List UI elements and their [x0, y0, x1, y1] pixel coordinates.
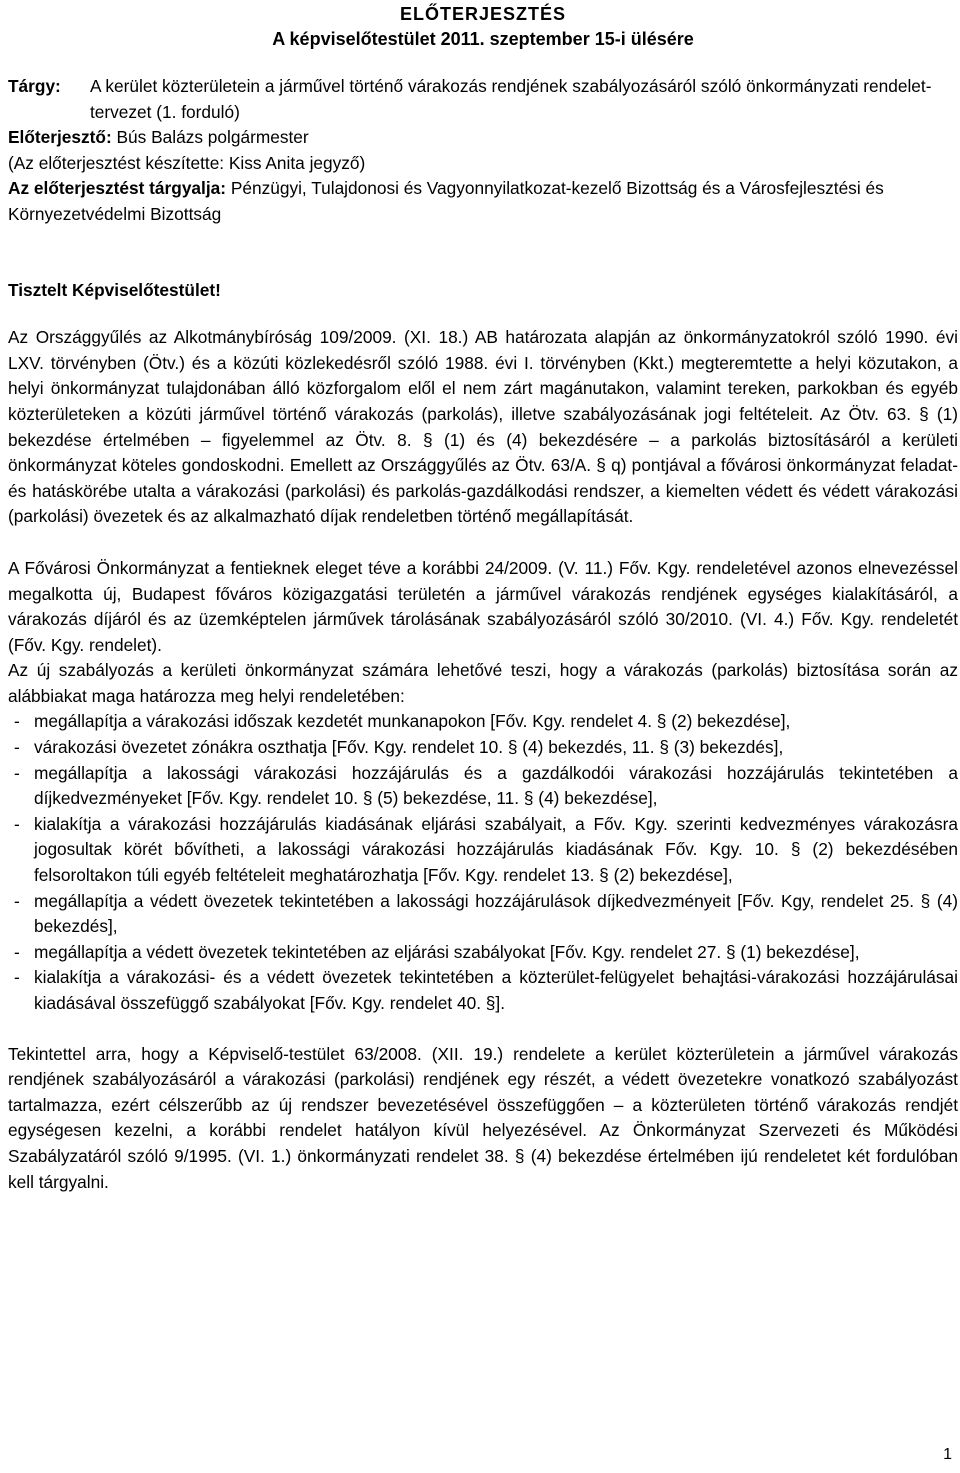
discussed-by-label: Az előterjesztést tárgyalja: — [8, 178, 227, 199]
paragraph-3: Az új szabályozás a kerületi önkormányzat számára lehetővé teszi, hogy a várakozás (parkolás) biztosítása során az alábbiakat maga határozza meg helyi rendeletében: — [8, 660, 958, 706]
meeting-subtitle: A képviselőtestület 2011. szeptember 15-i ülésére — [272, 29, 694, 49]
provision-list — [8, 709, 958, 1016]
subject-row — [8, 74, 958, 125]
list-item: - megállapítja a lakossági várakozási hozzájárulás és a gazdálkodói várakozási hozzájárulás tekintetében a díjkedvezményeket [Főv. Kgy. rendelet 10. § (5) bekezdése, 11. § (4) bekezdése], — [8, 761, 958, 812]
greeting: Tisztelt Képviselőtestület! — [8, 279, 221, 300]
discussed-by-value: Pénzügyi, Tulajdonosi és Vagyonnyilatkozat-kezelő Bizottság és a Városfejlesztési és Környezetvédelmi Bizottság — [8, 178, 884, 224]
paragraph-2: A Fővárosi Önkormányzat a fentieknek eleget téve a korábbi 24/2009. (V. 11.) Főv. Kgy. rendeletével azonos elnevezéssel megalkotta új, Budapest főváros közigazgatási területén a járművel várakozás rendjének egységes kialakításáról, a várakozás díjáról és az üzemképtelen járművek tárolásának szabályozásáról szóló 30/2010. (VI. 4.) Főv. Kgy. rendeletét (Főv. Kgy. rendelet). — [8, 557, 958, 655]
document-title: ELŐTERJESZTÉS — [399, 4, 567, 24]
document-page — [8, 0, 958, 1195]
list-item: - megállapítja a védett övezetek tekintetében az eljárási szabályokat [Főv. Kgy. rendelet 27. § (1) bekezdése], — [8, 940, 958, 966]
paragraph-4: Tekintettel arra, hogy a Képviselő-testület 63/2008. (XII. 19.) rendelete a kerület közterületein a járművel várakozás rendjének szabályozásáról a várakozási (parkolási) rendjének egy részét, a védett övezetekre vonatkozó szabályozást tartalmazza, ezért célszerűbb az új rendszer bevezetésével összefüggően – a közterületen történő várakozás rendjét egységesen kezelni, a korábbi rendelet hatályon kívül helyezésével. Az Önkormányzat Szervezeti és Működési Szabályzatáról szóló 9/1995. (VI. 1.) önkormányzati rendelet 38. § (4) bekezdése értelmében ijú rendeletet két fordulóban kell tárgyalni. — [8, 1043, 958, 1192]
document-header — [8, 0, 958, 50]
presenter-value: Bús Balázs polgármester — [116, 127, 309, 148]
list-item: - megállapítja a védett övezetek tekintetében a lakossági hozzájárulások díjkedvezményeit [Főv. Kgy, rendelet 25. § (4) bekezdés], — [8, 889, 958, 940]
list-item: - megállapítja a várakozási időszak kezdetét munkanapokon [Főv. Kgy. rendelet 4. § (2) bekezdése], — [8, 709, 958, 735]
prepared-by-line: (Az előterjesztést készítette: Kiss Anita jegyző) — [8, 152, 366, 173]
list-item: - kialakítja a várakozási- és a védett övezetek tekintetében a közterület-felügyelet behajtási-várakozási hozzájárulásai kiadásával összefüggő szabályokat [Főv. Kgy. rendelet 40. §]. — [8, 965, 958, 1016]
discussed-by-line — [8, 176, 958, 227]
subject-label: Tárgy: — [8, 76, 61, 96]
presenter-label: Előterjesztő: — [8, 127, 112, 148]
presenter-line — [8, 125, 958, 151]
page-number: 1 — [943, 1446, 952, 1463]
list-item: - kialakítja a várakozási hozzájárulás kiadásának eljárási szabályait, a Főv. Kgy. szerinti kedvezményes várakozásra jogosultak körét bővítheti, a lakossági várakozási hozzájárulás kiadásának Főv. Kgy. 10. § (2) bekezdésében felsoroltakon túli egyéb feltételeit meghatározhatja [Főv. Kgy. rendelet 13. § (2) bekezdése], — [8, 812, 958, 889]
paragraph-1: Az Országgyűlés az Alkotmánybíróság 109/2009. (XI. 18.) AB határozata alapján az önkormányzatokról szóló 1990. évi LXV. törvényben (Ötv.) és a közúti közlekedésről szóló 1988. évi I. törvényben (Kkt.) megteremtette a helyi közutakon, a helyi önkormányzat tulajdonában álló közforgalom elől el nem zárt magánutakon, valamint tereken, parkokban és egyéb közterületeken a közúti járművel történő várakozás (parkolás), illetve szabályozásának jogi feltételeit. Az Ötv. 63. § (1) bekezdése értelmében – figyelemmel az Ötv. 8. § (1) és (4) bekezdésére – a parkolás biztosításáról a kerületi önkormányzat köteles gondoskodni. Emellett az Országgyűlés az Ötv. 63/A. § q) pontjával a fővárosi önkormányzat feladat- és hatáskörébe utalta a várakozási (parkolási) és parkolás-gazdálkodási rendszer, a kiemelten védett és védett várakozási (parkolási) övezetek és az alkalmazható díjak rendeletben történő megállapítását. — [8, 327, 958, 527]
list-item: - várakozási övezetet zónákra oszthatja [Főv. Kgy. rendelet 10. § (4) bekezdés, 11. § (3) bekezdés], — [8, 735, 958, 761]
subject-text: A kerület közterületein a járművel történő várakozás rendjének szabályozásáról szóló önkormányzati rendelet-tervezet (1. forduló) — [90, 76, 932, 122]
